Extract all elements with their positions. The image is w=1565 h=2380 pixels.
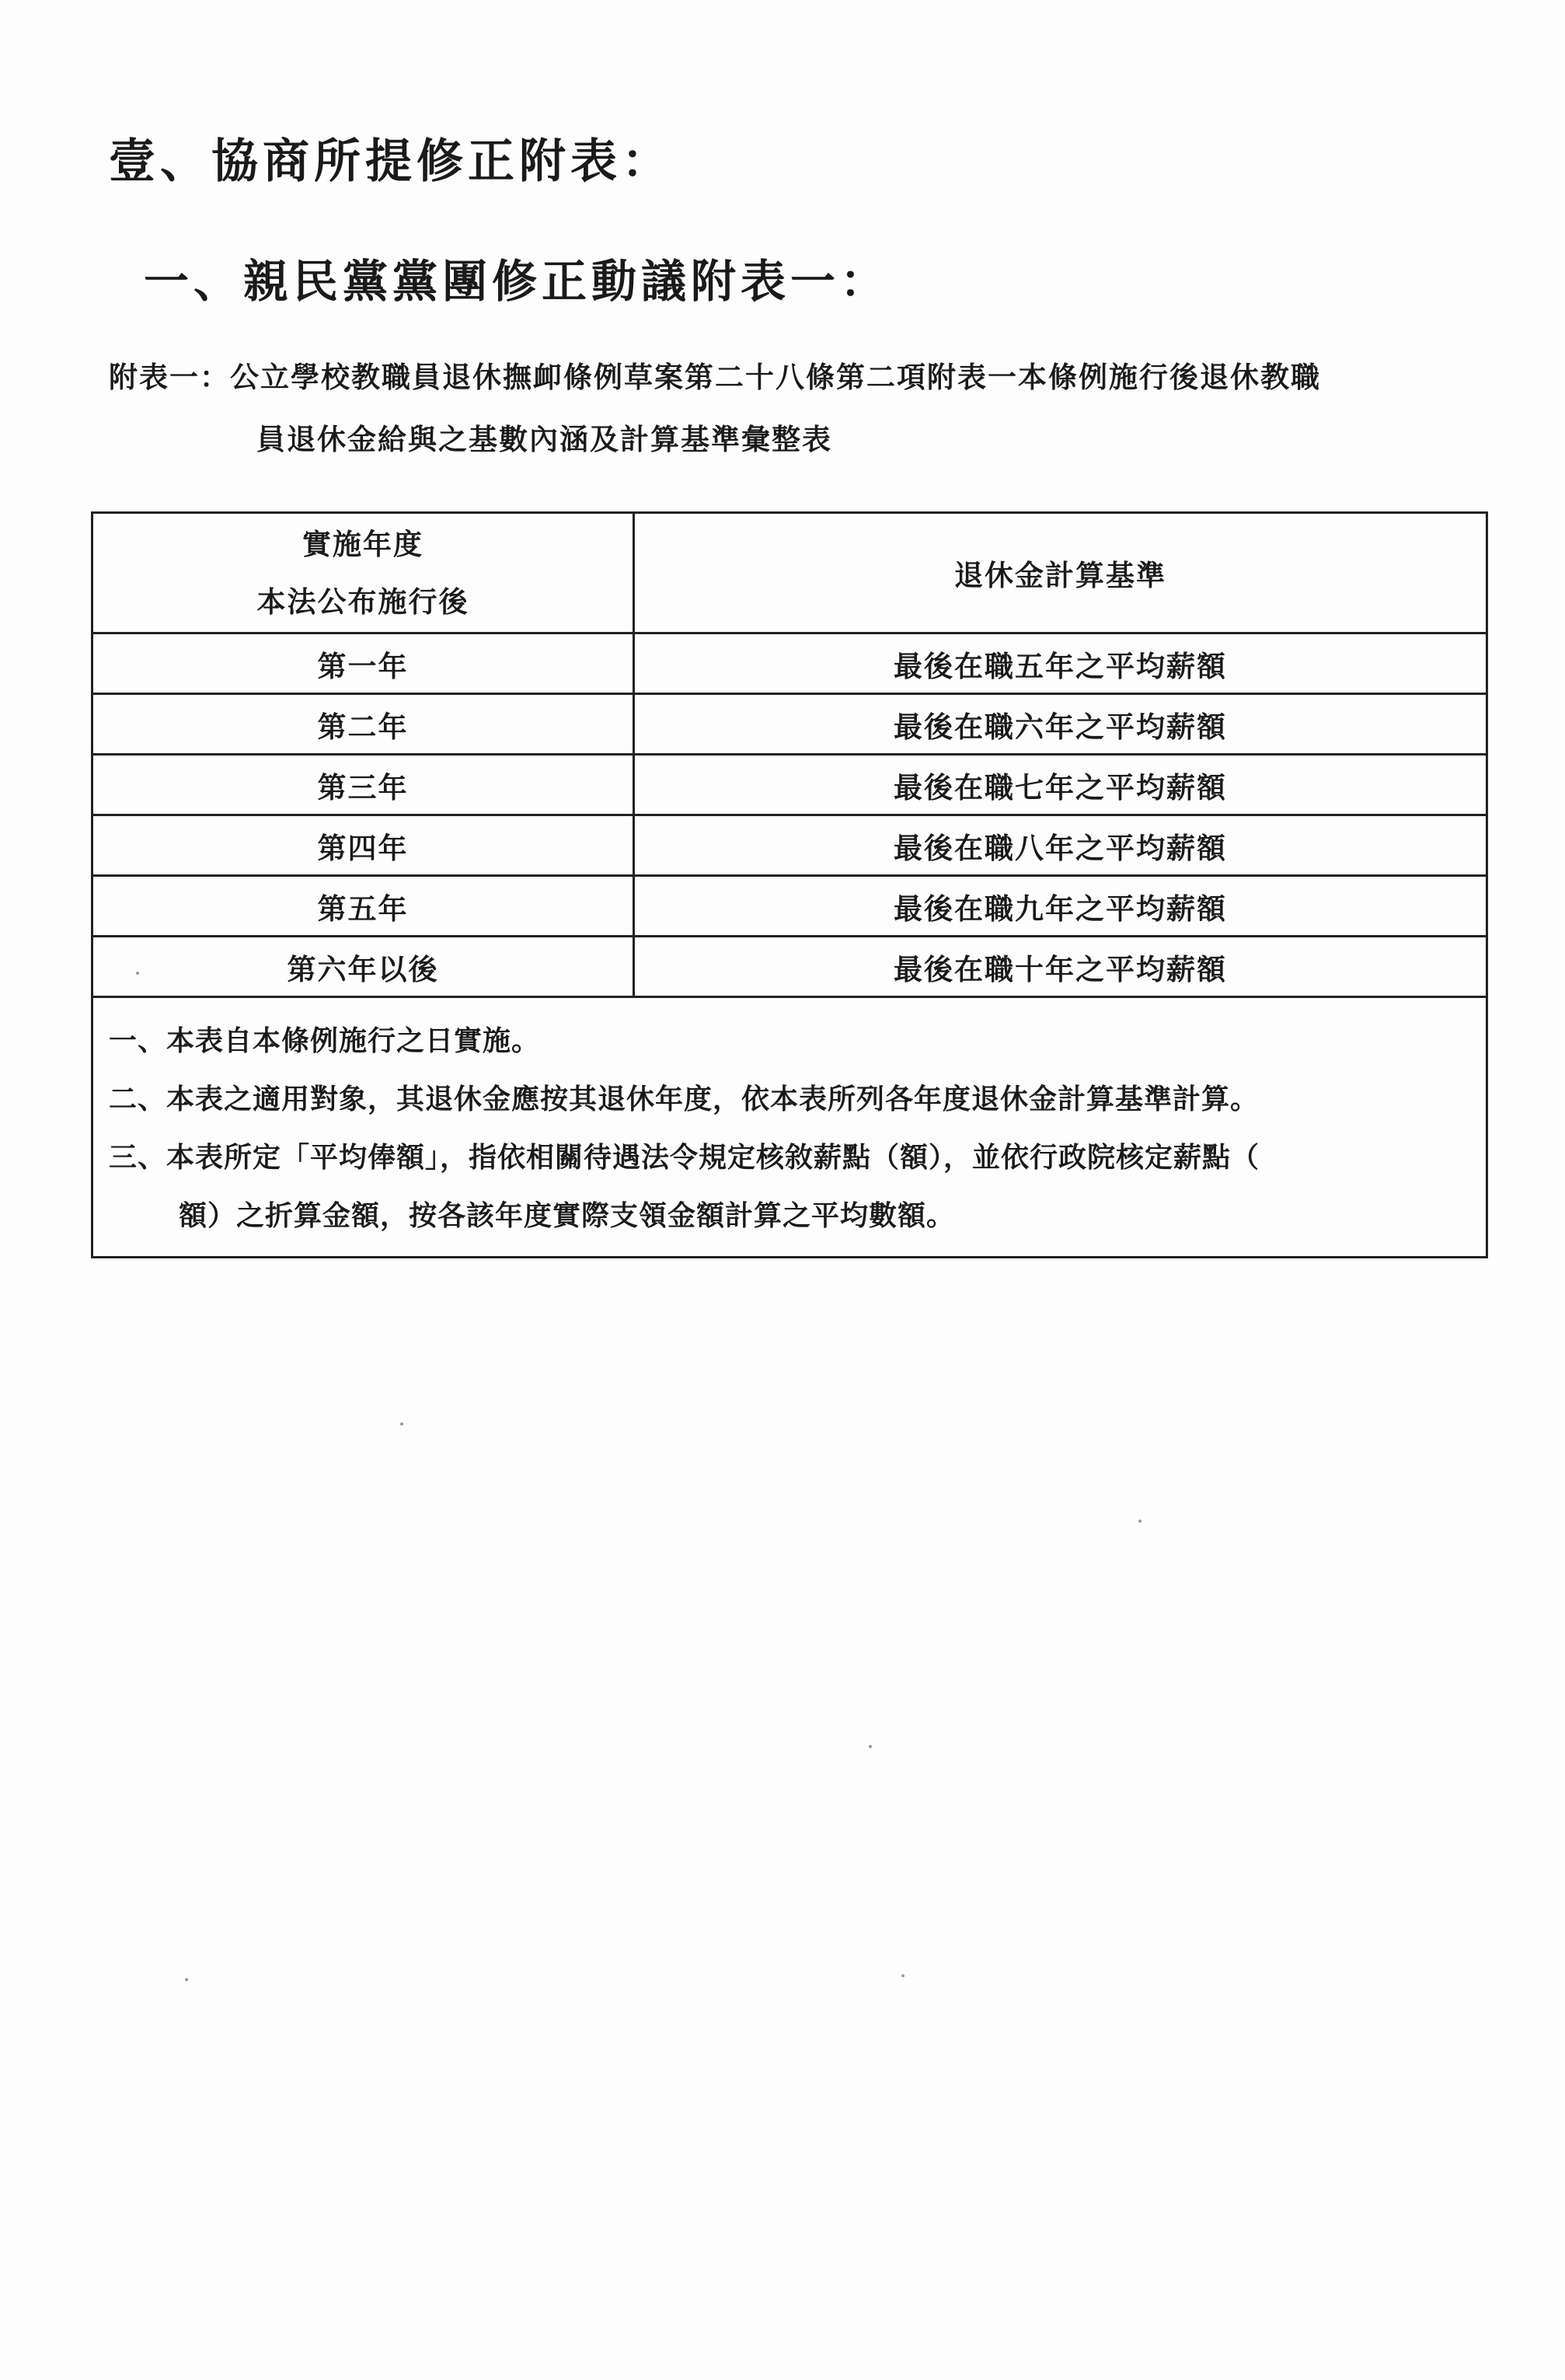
basis-cell: 最後在職七年之平均薪額 <box>634 755 1487 815</box>
header-implementation-year <box>92 513 634 633</box>
basis-cell: 最後在職九年之平均薪額 <box>634 876 1487 937</box>
table-row <box>92 876 1487 937</box>
notes-cell <box>92 997 1487 1258</box>
schedule-table <box>91 511 1488 1258</box>
year-cell: 第一年 <box>92 633 634 694</box>
header-pension-basis: 退休金計算基準 <box>634 513 1487 633</box>
year-cell: 第六年以後 <box>92 937 634 997</box>
table-row <box>92 755 1487 815</box>
table-header-row <box>92 513 1487 633</box>
table-row <box>92 937 1487 997</box>
caption-line-1: 附表一：公立學校教職員退休撫卹條例草案第二十八條第二項附表一本條例施行後退休教職 <box>109 360 1321 394</box>
table-row <box>92 815 1487 876</box>
year-cell: 第五年 <box>92 876 634 937</box>
basis-cell: 最後在職八年之平均薪額 <box>634 815 1487 876</box>
caption-line-2: 員退休金給與之基數內涵及計算基準彙整表 <box>256 422 832 456</box>
basis-cell: 最後在職六年之平均薪額 <box>634 694 1487 755</box>
year-cell: 第三年 <box>92 755 634 815</box>
section-heading: 壹、協商所提修正附表： <box>109 134 673 189</box>
table-notes-row <box>92 997 1487 1258</box>
table-caption <box>109 346 1476 470</box>
basis-cell: 最後在職十年之平均薪額 <box>634 937 1487 997</box>
note-2: 二、本表之適用對象，其退休金應按其退休年度，依本表所列各年度退休金計算基準計算。 <box>109 1083 1260 1115</box>
year-cell: 第二年 <box>92 694 634 755</box>
header-col1-line1: 實施年度 <box>302 527 423 561</box>
header-col1-line2: 本法公布施行後 <box>256 585 469 619</box>
note-1: 一、本表自本條例施行之日實施。 <box>109 1024 541 1057</box>
note-3-continuation: 額）之折算金額，按各該年度實際支領金額計算之平均數額。 <box>179 1199 956 1232</box>
table-row <box>92 633 1487 694</box>
schedule-table-container <box>91 511 1486 1258</box>
basis-cell: 最後在職五年之平均薪額 <box>634 633 1487 694</box>
table-row <box>92 694 1487 755</box>
subsection-heading: 一、親民黨黨團修正動議附表一： <box>144 255 891 308</box>
note-3: 三、本表所定「平均俸額」，指依相關待遇法令規定核敘薪點（額），並依行政院核定薪點（ <box>109 1141 1260 1174</box>
year-cell: 第四年 <box>92 815 634 876</box>
